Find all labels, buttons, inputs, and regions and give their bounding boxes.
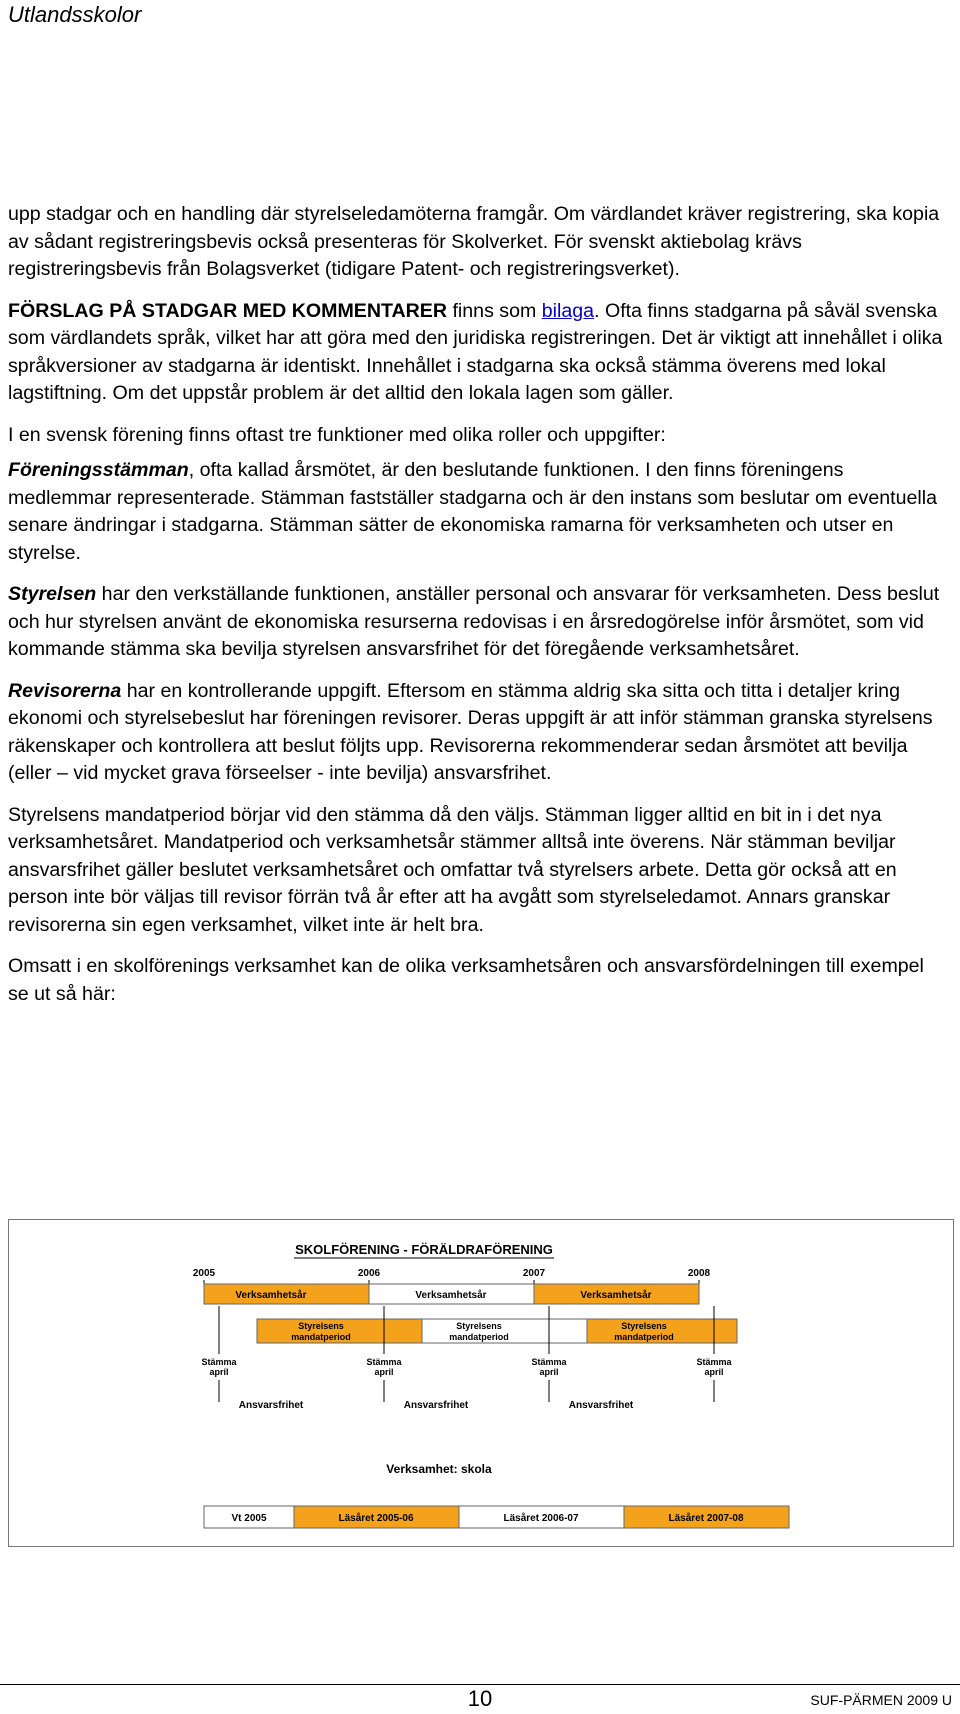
foreningsstamman-text: , ofta kallad årsmötet, är den beslutande funktionen. I den finns föreningens medlemmar representerade. Stämman fastställer stadgarna och är den instans som beslutar om eventuella senare ändringar i stadgarna. Stämman sätter de ekonomiska ramarna för verksamheten och utser en styrelse. — [8, 459, 937, 564]
stamma-sub: april — [209, 1367, 229, 1377]
verksamhetsar-label: Verksamhetsår — [235, 1290, 307, 1301]
mandatperiod-label-a: Styrelsens — [298, 1321, 344, 1331]
diagram-title: SKOLFÖRENING - FÖRÄLDRAFÖRENING — [295, 1242, 553, 1257]
stamma-sub: april — [374, 1367, 394, 1377]
stadgar-mid: finns som — [447, 299, 542, 322]
term-revisorerna: Revisorerna — [8, 679, 122, 702]
footer-doc-id: SUF-PÄRMEN 2009 U — [810, 1692, 952, 1708]
term-styrelsen: Styrelsen — [8, 583, 97, 605]
school-period-label: Läsåret 2007-08 — [668, 1513, 744, 1524]
school-period-label: Läsåret 2006-07 — [503, 1513, 579, 1524]
year-label: 2005 — [192, 1268, 216, 1279]
verksamhetsar-label: Verksamhetsår — [415, 1290, 487, 1301]
year-label: 2008 — [687, 1268, 711, 1279]
mandatperiod-label-a: Styrelsens — [621, 1321, 667, 1331]
paragraph-registration: upp stadgar och en handling där styrelseledamöterna framgår. Om värdlandet kräver registrering, ska kopia av sådant registreringsbevis också presenteras för Skolverket. För svenskt aktiebolag krävs registreringsbevis från Bolagsverket (tidigare Patent- och registreringsverket). — [8, 203, 940, 280]
stamma-label: Stämma — [531, 1357, 567, 1367]
ansvarsfrihet-label: Ansvarsfrihet — [403, 1400, 469, 1411]
stamma-sub: april — [704, 1367, 724, 1377]
revisorerna-text: har en kontrollerande uppgift. Eftersom en stämma aldrig ska sitta och titta i detaljer kring ekonomi och styrelsebeslut har föreningen revisorer. Deras uppgift är att inför stämman granska styrelsens räkenskaper och kontrollera att beslut följts upp. Revisorerna rekommenderar sedan årsmötet att bevilja (eller – vid mycket grava förseelser - inte bevilja) ansvarsfrihet. — [8, 679, 933, 784]
verksamhetsar-label: Verksamhetsår — [580, 1290, 652, 1301]
paragraph-exempel: Omsatt i en skolförenings verksamhet kan de olika verksamhetsåren och ansvarsfördelningen till exempel se ut så här: — [8, 955, 924, 1005]
mandatperiod-label-b: mandatperiod — [449, 1332, 509, 1342]
school-period-label: Läsåret 2005-06 — [338, 1513, 414, 1524]
bilaga-link[interactable]: bilaga — [541, 299, 595, 322]
ansvarsfrihet-label: Ansvarsfrihet — [238, 1400, 304, 1411]
styrelsen-text: har den verkställande funktionen, anställer personal och ansvarar för verksamheten. Dess beslut och hur styrelsen använt de ekonomiska resurserna redovisas i en årsredogörelse inför årsmötet, som vid kommande stämma ska bevilja styrelsen ansvarsfrihet för det föregående verksamhetsåret. — [8, 583, 940, 660]
stamma-label: Stämma — [366, 1357, 402, 1367]
stamma-sub: april — [539, 1367, 559, 1377]
stadgar-heading: FÖRSLAG PÅ STADGAR MED KOMMENTARER — [8, 299, 448, 322]
term-foreningsstamman: Föreningsstämman — [8, 459, 189, 481]
year-label: 2006 — [357, 1268, 381, 1279]
school-period-label: Vt 2005 — [231, 1513, 267, 1524]
stamma-label: Stämma — [201, 1357, 237, 1367]
ansvarsfrihet-label: Ansvarsfrihet — [568, 1400, 634, 1411]
paragraph-functions-intro: I en svensk förening finns oftast tre funktioner med olika roller och uppgifter: — [8, 423, 666, 446]
stamma-label: Stämma — [696, 1357, 732, 1367]
mandatperiod-label-a: Styrelsens — [456, 1321, 502, 1331]
year-label: 2007 — [522, 1268, 546, 1279]
page-header-title: Utlandsskolor — [8, 2, 142, 27]
body-text — [8, 201, 948, 1022]
stadgar-rest: . Ofta finns stadgarna på såväl svenska som värdlandets språk, vilket har att göra med den juridiska registreringen. Det är viktigt att innehållet i olika språkversioner av stadgarna är identiskt. Innehållet i stadgarna ska också stämma överens med lokal lagstiftning. Om det uppstår problem är det alltid den lokala lagen som gäller. — [8, 299, 943, 404]
school-title: Verksamhet: skola — [386, 1462, 492, 1476]
paragraph-foreningsstamman — [8, 457, 948, 567]
timeline-diagram — [8, 1219, 954, 1547]
mandatperiod-label-b: mandatperiod — [291, 1332, 351, 1342]
paragraph-revisorerna — [8, 678, 948, 788]
footer-divider — [0, 1684, 960, 1685]
paragraph-mandatperiod: Styrelsens mandatperiod börjar vid den stämma då den väljs. Stämman ligger alltid en bit in i det nya verksamhetsåret. Mandatperiod och verksamhetsår stämmer alltså inte överens. När stämman beviljar ansvarsfrihet gäller beslutet verksamhetsåret och omfattar två styrelsers arbete. Detta gör också att en person inte bör väljas till revisor förrän två år efter att ha avgått som styrelseledamot. Annars granskar revisorerna sin egen verksamhet, vilket inte är helt bra. — [8, 803, 897, 936]
page-number: 10 — [467, 1686, 493, 1711]
paragraph-stadgar — [8, 298, 948, 408]
paragraph-styrelsen — [8, 581, 948, 664]
mandatperiod-label-b: mandatperiod — [614, 1332, 674, 1342]
